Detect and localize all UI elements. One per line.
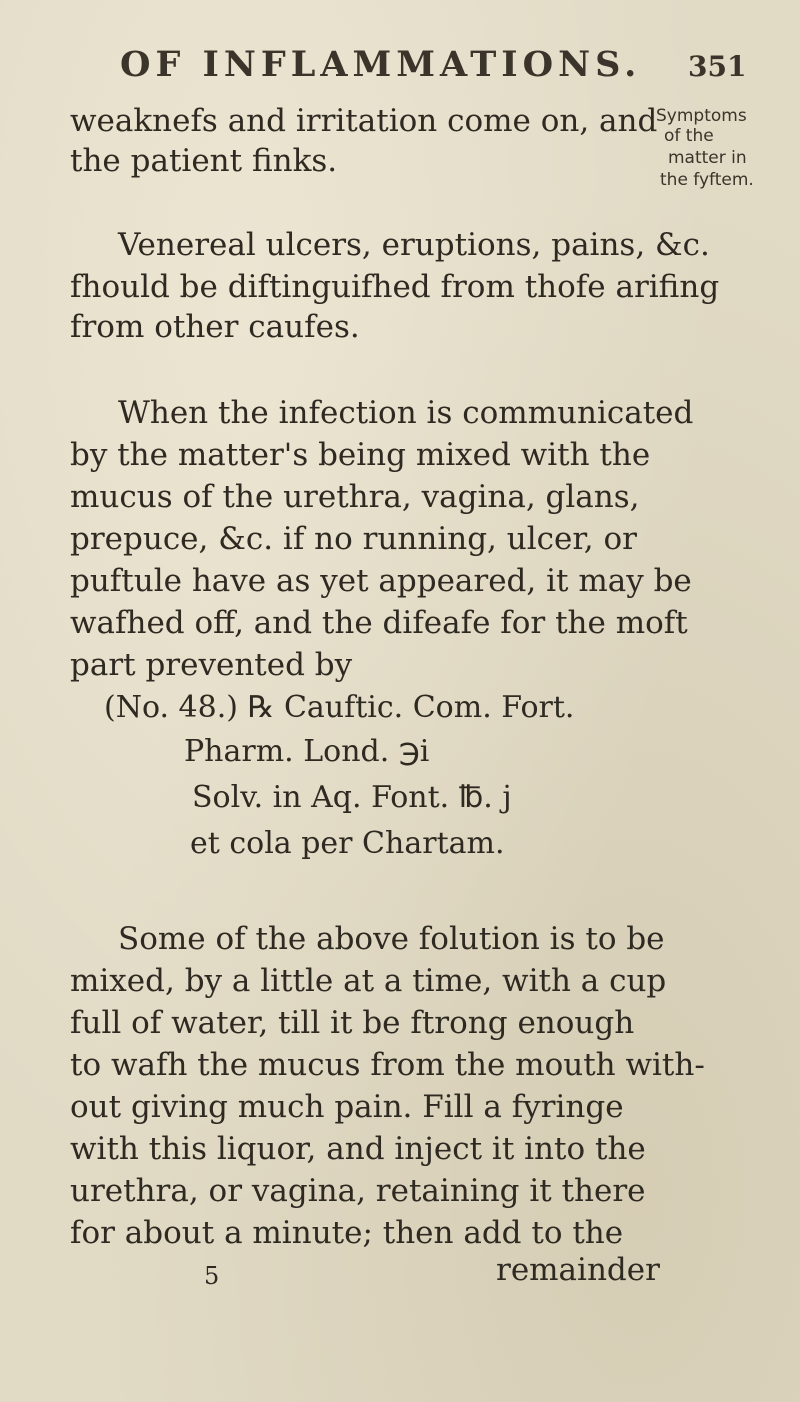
margin-note-line-3: matter in — [668, 148, 747, 168]
text-line: with this liquor, and inject it into the — [70, 1131, 646, 1167]
signature-mark: 5 — [204, 1262, 220, 1290]
text-line: by the matter's being mixed with the — [70, 437, 651, 473]
text-line: mixed, by a little at a time, with a cup — [70, 963, 667, 999]
text-line: out giving much pain. Fill a fyringe — [70, 1089, 624, 1125]
recipe-line: Solv. in Aq. Font. ℔. j — [192, 780, 512, 815]
text-line: Venereal ulcers, eruptions, pains, &c. — [118, 227, 710, 263]
text-line: puftule have as yet appeared, it may be — [70, 563, 692, 599]
margin-note-line-4: the fyftem. — [660, 170, 754, 190]
text-line: mucus of the urethra, vagina, glans, — [70, 479, 640, 515]
running-title: OF INFLAMMATIONS. — [120, 44, 642, 85]
text-line: full of water, till it be ftrong enough — [70, 1005, 635, 1041]
text-line: part prevented by — [70, 647, 353, 683]
text-line: from other caufes. — [70, 309, 360, 345]
text-line: the patient finks. — [70, 143, 338, 179]
text-line: wafhed off, and the difeafe for the moft — [70, 605, 688, 641]
text-line: to wafh the mucus from the mouth with- — [70, 1047, 705, 1083]
text-line: weaknefs and irritation come on, and — [70, 103, 658, 139]
recipe-line: (No. 48.) ℞ Cauftic. Com. Fort. — [104, 690, 575, 725]
margin-note-line-2: of the — [664, 126, 714, 146]
text-line: fhould be diftinguifhed from thofe arifing — [70, 269, 720, 305]
text-line: prepuce, &c. if no running, ulcer, or — [70, 521, 637, 557]
recipe-line: et cola per Chartam. — [190, 826, 505, 861]
text-line: When the infection is communicated — [118, 395, 694, 431]
recipe-line: Pharm. Lond. ℈i — [184, 734, 430, 769]
catchword: remainder — [496, 1252, 660, 1288]
text-line: for about a minute; then add to the — [70, 1215, 624, 1251]
margin-note-line-1: Symptoms — [656, 106, 747, 126]
page-number: 351 — [688, 50, 747, 83]
text-line: urethra, or vagina, retaining it there — [70, 1173, 646, 1209]
text-line: Some of the above folution is to be — [118, 921, 665, 957]
